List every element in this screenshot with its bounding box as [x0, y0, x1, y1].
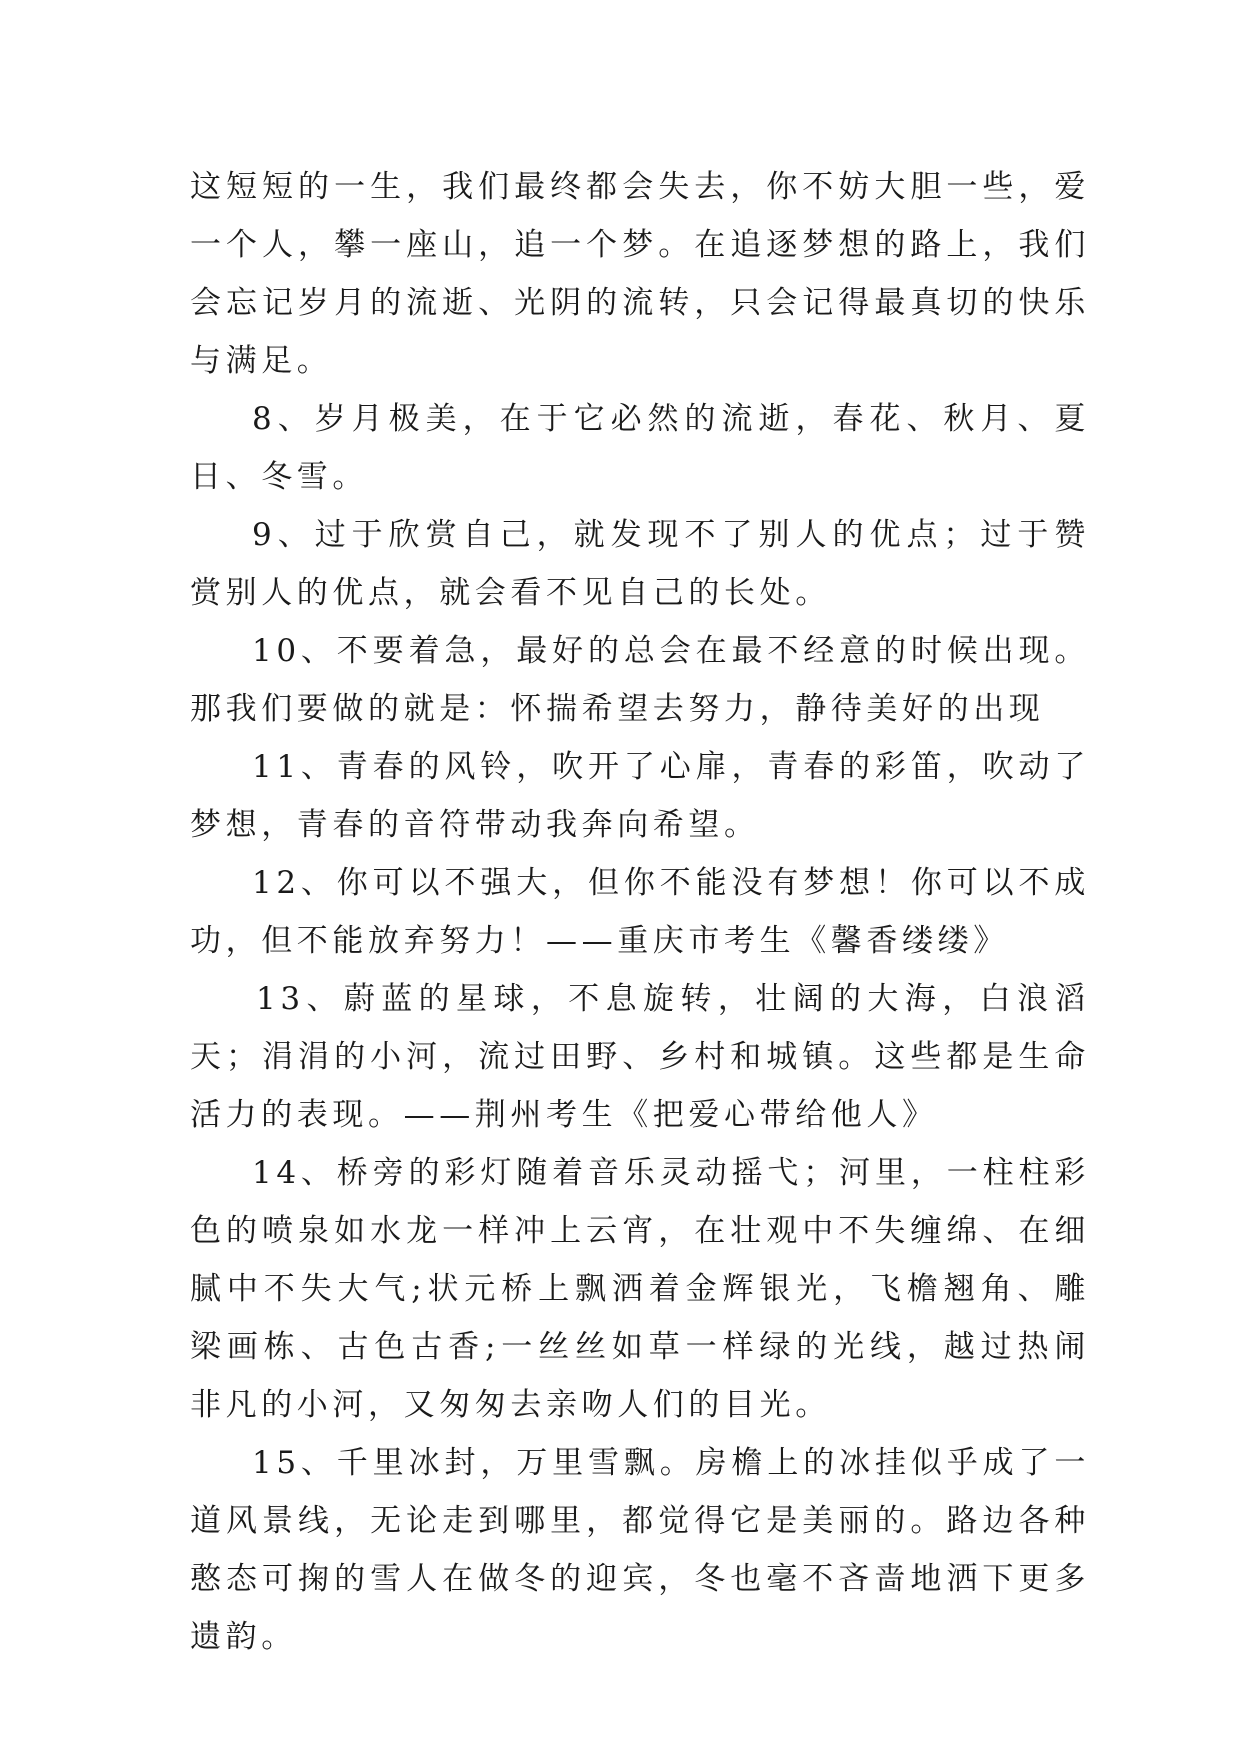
paragraph-13: 13、蔚蓝的星球，不息旋转，壮阔的大海，白浪滔天；涓涓的小河，流过田野、乡村和城镇。这些都是生命活力的表现。——荆州考生《把爱心带给他人》 [190, 981, 1090, 1133]
paragraph-15: 15、千里冰封，万里雪飘。房檐上的冰挂似乎成了一道风景线，无论走到哪里，都觉得它是美丽的。路边各种憨态可掬的雪人在做冬的迎宾，冬也毫不吝啬地洒下更多遗韵。 [190, 1445, 1090, 1655]
paragraph-12: 12、你可以不强大，但你不能没有梦想！你可以不成功，但不能放弃努力！——重庆市考生《馨香缕缕》 [190, 865, 1090, 959]
paragraph-10: 10、不要着急，最好的总会在最不经意的时候出现。那我们要做的就是：怀揣希望去努力，静待美好的出现 [190, 633, 1090, 727]
paragraph-9: 9、过于欣赏自己，就发现不了别人的优点；过于赞赏别人的优点，就会看不见自己的长处。 [190, 517, 1090, 611]
paragraph-11: 11、青春的风铃，吹开了心扉，青春的彩笛，吹动了梦想，青春的音符带动我奔向希望。 [190, 749, 1090, 843]
document-body [190, 158, 1090, 1666]
paragraph-8: 8、岁月极美，在于它必然的流逝，春花、秋月、夏日、冬雪。 [190, 401, 1090, 495]
paragraph-intro: 这短短的一生，我们最终都会失去，你不妨大胆一些，爱一个人，攀一座山，追一个梦。在追逐梦想的路上，我们会忘记岁月的流逝、光阴的流转，只会记得最真切的快乐与满足。 [190, 169, 1090, 379]
paragraph-14: 14、桥旁的彩灯随着音乐灵动摇弋；河里，一柱柱彩色的喷泉如水龙一样冲上云宵，在壮观中不失缠绵、在细腻中不失大气;状元桥上飘洒着金辉银光，飞檐翘角、雕梁画栋、古色古香;一丝丝如草一样绿的光线，越过热闹非凡的小河，又匆匆去亲吻人们的目光。 [190, 1155, 1090, 1423]
